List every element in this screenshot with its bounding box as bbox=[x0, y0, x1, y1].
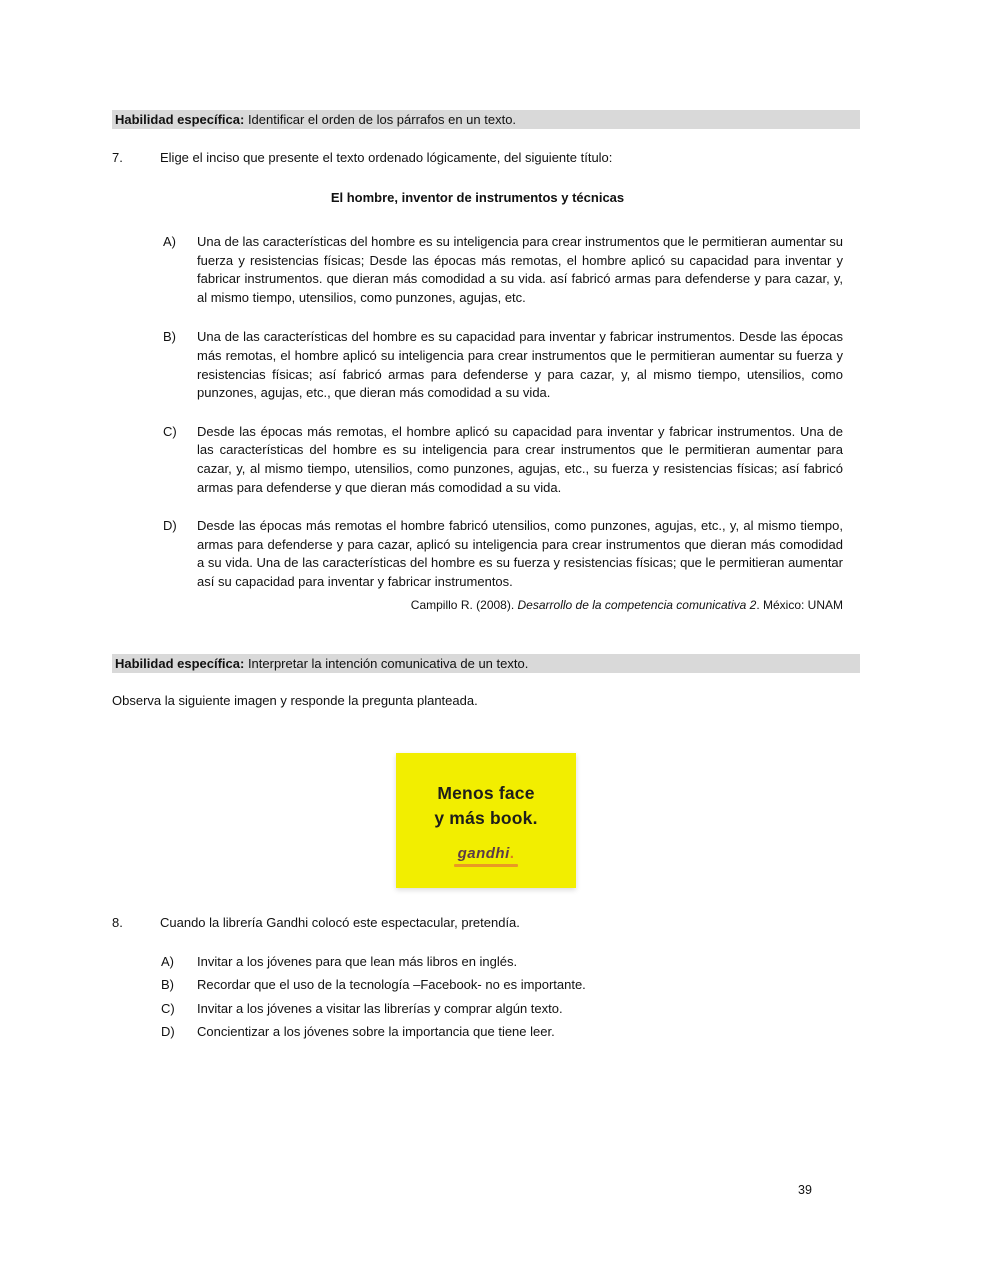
question8-text: Cuando la librería Gandhi colocó este espectacular, pretendía. bbox=[160, 914, 520, 930]
section2-header-bar bbox=[112, 654, 860, 673]
option-letter: B) bbox=[161, 977, 174, 992]
reading-title: El hombre, inventor de instrumentos y técnicas bbox=[330, 190, 625, 205]
option-letter: D) bbox=[163, 518, 177, 534]
option-letter: B) bbox=[163, 329, 176, 345]
option-text: Desde las épocas más remotas, el hombre aplicó su capacidad para inventar y fabricar instrumentos. Una de las características del hombre es su inteligencia para crear instrumentos que le permitieran aumentar para cazar, y, al mismo tiempo, utensilios, como punzones, agujas, etc., su fuerza y resistencias físicas; así fabricó armas para defenderse y que dieran más comodidad a su vida. bbox=[197, 423, 843, 495]
question7-number: 7. bbox=[112, 150, 123, 165]
citation-work: Desarrollo de la competencia comunicativa 2 bbox=[517, 597, 757, 612]
option-letter: C) bbox=[163, 423, 177, 439]
question7-option-c bbox=[163, 423, 860, 497]
question8-option-c bbox=[161, 1000, 860, 1017]
question7-option-b bbox=[163, 328, 860, 402]
question8-option-d bbox=[161, 1023, 860, 1040]
question8-option-b bbox=[161, 976, 860, 993]
question7-option-a bbox=[163, 233, 860, 307]
gandhi-tagline bbox=[454, 864, 518, 867]
citation-prefix: Campillo R. (2008). bbox=[410, 597, 518, 612]
question8-number: 8. bbox=[112, 914, 123, 930]
question7-option-d bbox=[163, 517, 860, 591]
citation-suffix: . México: UNAM bbox=[756, 597, 843, 612]
question8-options bbox=[112, 953, 860, 1041]
question7-text: Elige el inciso que presente el texto ordenado lógicamente, del siguiente título: bbox=[160, 150, 613, 165]
habilidad-label: Habilidad específica: bbox=[115, 655, 245, 671]
gandhi-logo bbox=[396, 846, 576, 861]
question7 bbox=[112, 150, 860, 166]
option-letter: A) bbox=[163, 234, 176, 249]
gandhi-wordmark: gandhi bbox=[457, 844, 510, 862]
ad-line2: y más book. bbox=[434, 807, 538, 828]
section1-header-bar bbox=[112, 110, 860, 129]
option-letter: D) bbox=[161, 1024, 175, 1039]
habilidad-label: Habilidad específica: bbox=[115, 112, 245, 127]
question8 bbox=[112, 915, 860, 931]
option-letter: A) bbox=[161, 953, 174, 969]
option-text: Invitar a los jóvenes para que lean más libros en inglés. bbox=[197, 953, 518, 969]
gandhi-logo-dot: . bbox=[509, 844, 515, 862]
citation bbox=[112, 598, 860, 613]
habilidad-text: Interpretar la intención comunicativa de un texto. bbox=[244, 655, 529, 671]
option-text: Invitar a los jóvenes a visitar las librerías y comprar algún texto. bbox=[197, 1000, 563, 1016]
page-content bbox=[112, 0, 860, 1040]
page-number: 39 bbox=[798, 1183, 812, 1197]
option-letter: C) bbox=[161, 1000, 175, 1016]
option-text: Una de las características del hombre es su capacidad para inventar y fabricar instrumentos. Desde las épocas más remotas, el hombre aplicó su inteligencia para crear instrumentos que le permitieran aumentar su fuerza y resistencias físicas; así fabricó armas para defenderse y para cazar, y, al mismo tiempo, utensilios, como punzones, agujas, etc., que dieran más comodidad a su vida. bbox=[197, 329, 843, 401]
option-text: Una de las características del hombre es su inteligencia para crear instrumentos que le permitieran aumentar su fuerza y resistencias físicas; Desde las épocas más remotas, el hombre aplicó su capacidad para inventar y fabricar instrumentos. que dieran más comodidad a su vida. así fabricó armas para defenderse y para cazar, y, al mismo tiempo, utensilios, como punzones, agujas, etc. bbox=[197, 234, 843, 305]
option-text: Recordar que el uso de la tecnología –Facebook- no es importante. bbox=[197, 977, 586, 992]
ad-line1: Menos face bbox=[437, 782, 535, 803]
instruction-text: Observa la siguiente imagen y responde la pregunta planteada. bbox=[112, 692, 478, 708]
habilidad-text: Identificar el orden de los párrafos en un texto. bbox=[244, 112, 517, 127]
option-text: Desde las épocas más remotas el hombre fabricó utensilios, como punzones, agujas, etc., y, al mismo tiempo, armas para defenderse y para cazar, aplicó su inteligencia para crear instrumentos que dieran más comodidad a su vida. Una de las características del hombre es su fuerza y resistencias físicas; que le permitieran aumentar así su capacidad para inventar y fabricar instrumentos. bbox=[197, 518, 843, 589]
question8-option-a bbox=[161, 953, 860, 970]
gandhi-ad-image bbox=[396, 753, 576, 888]
option-text: Concientizar a los jóvenes sobre la importancia que tiene leer. bbox=[197, 1024, 555, 1039]
